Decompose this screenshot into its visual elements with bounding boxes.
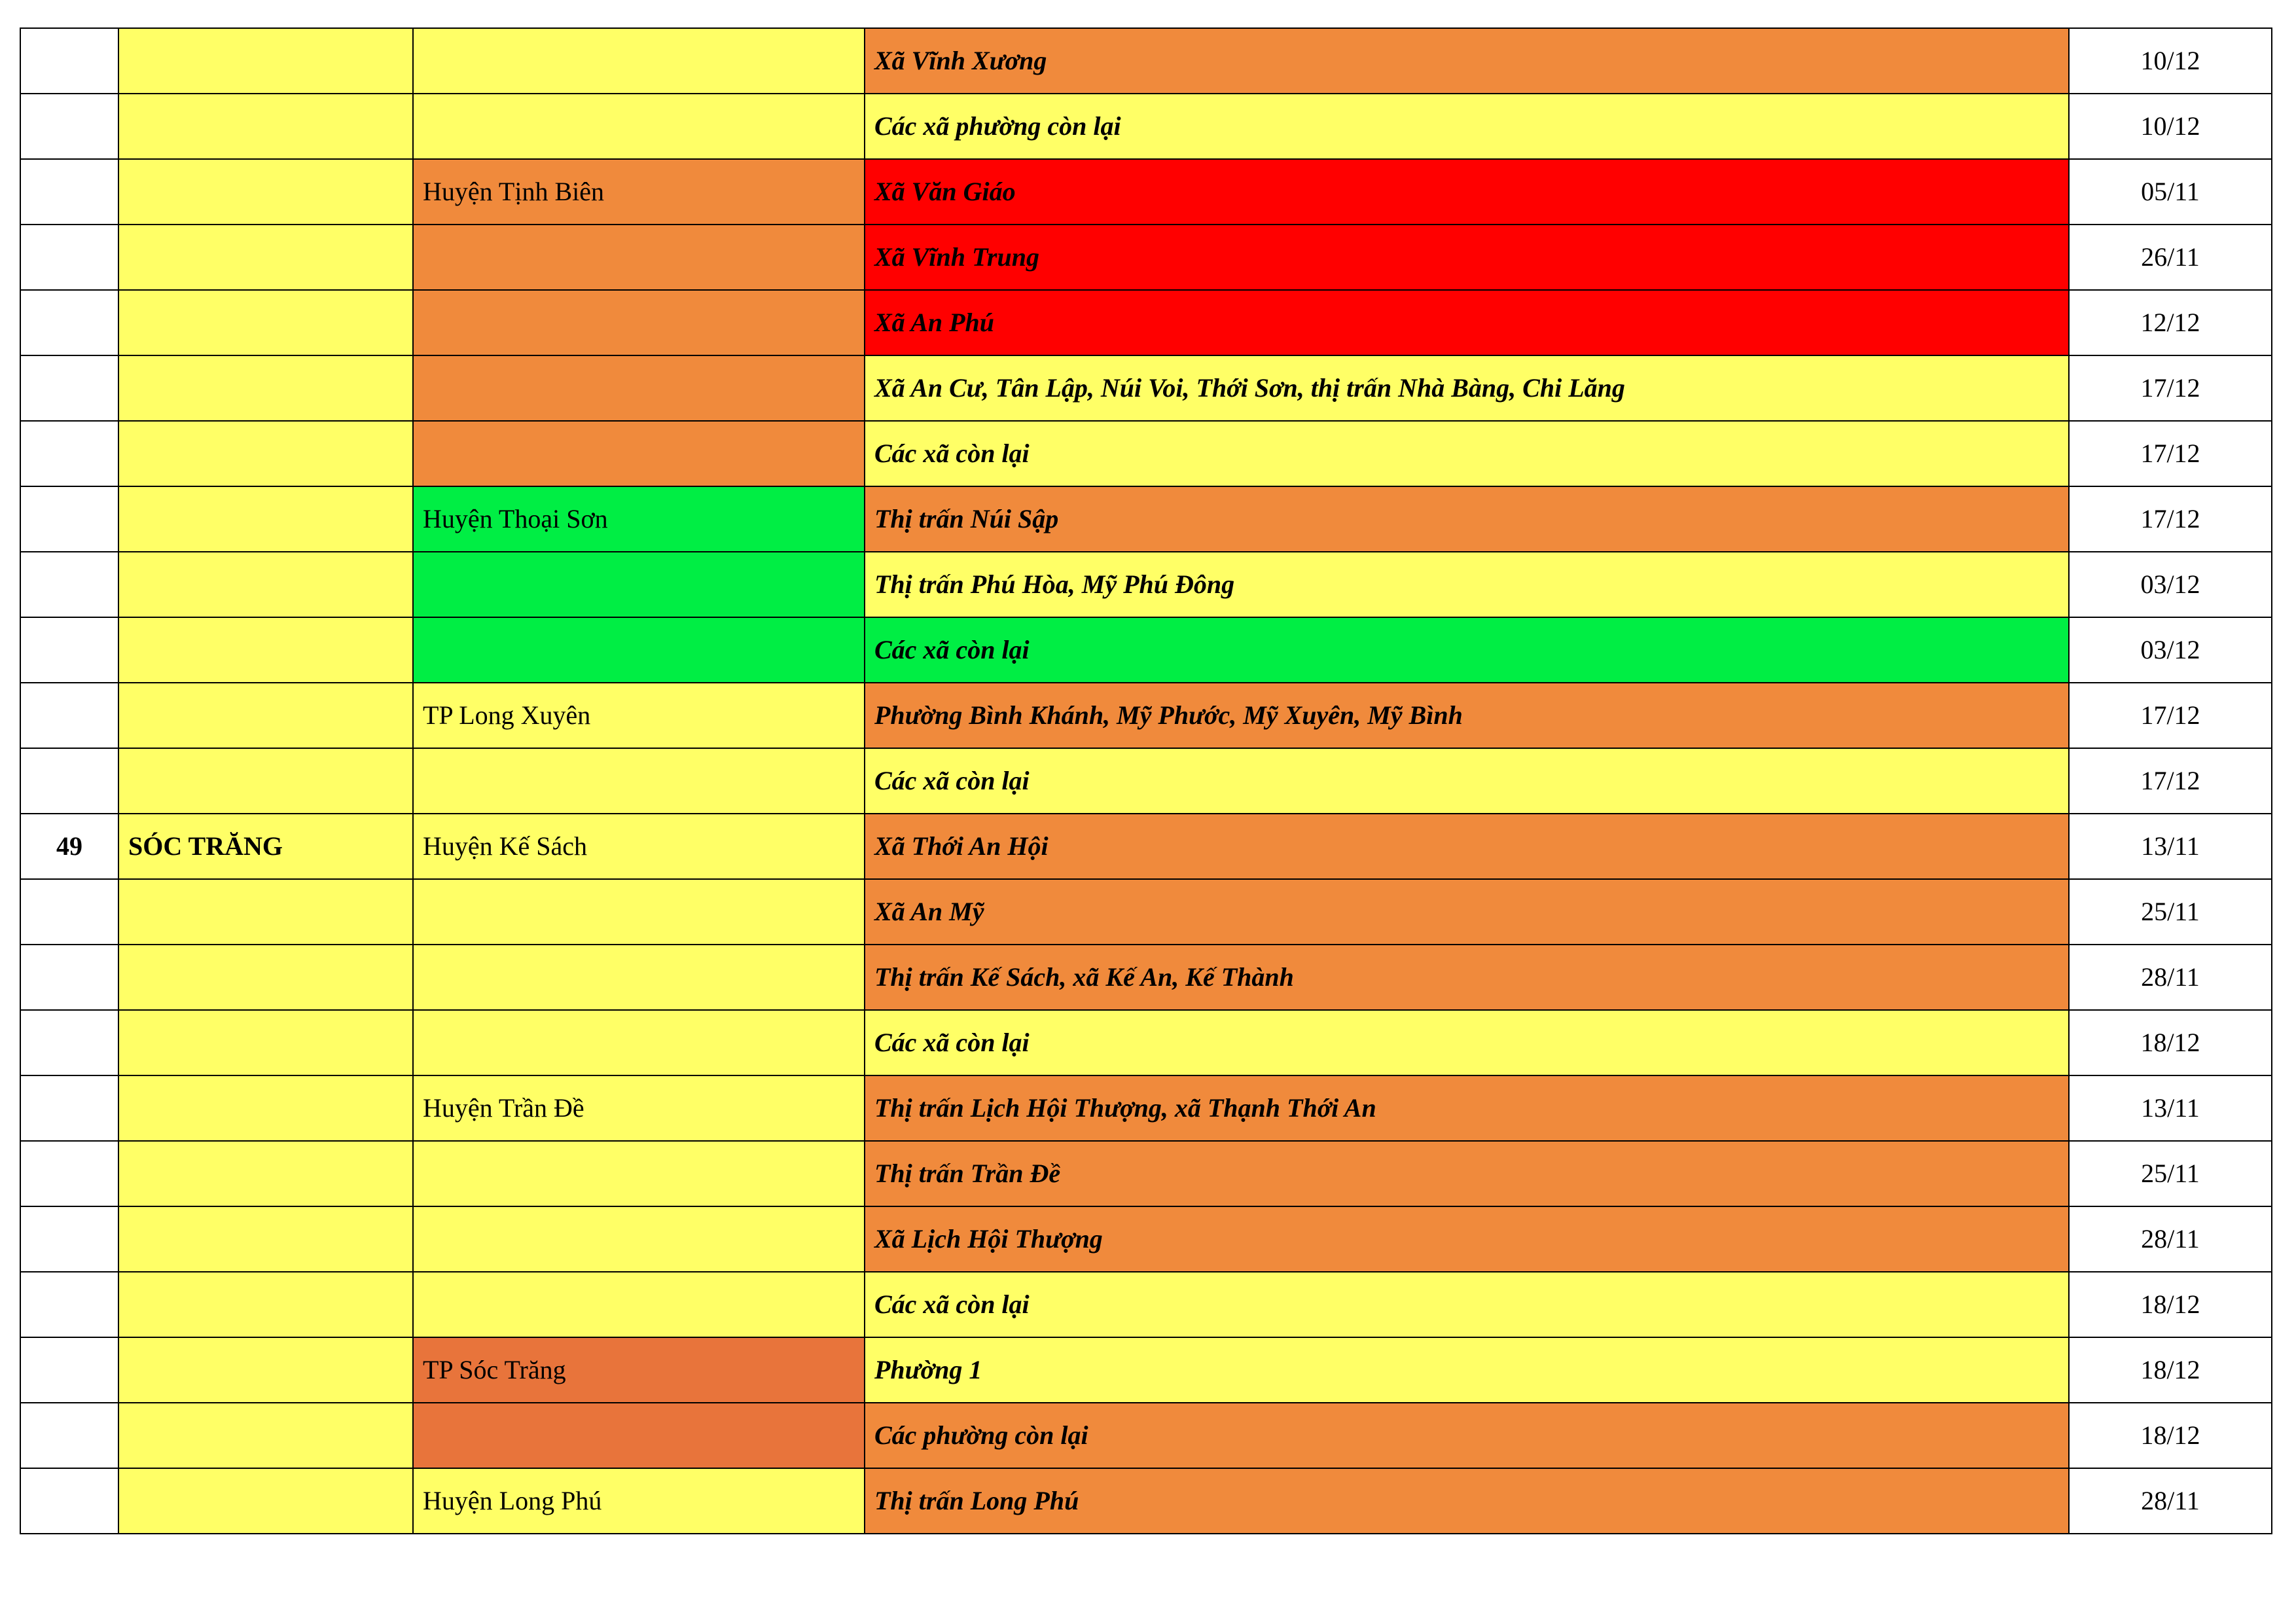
cell-index xyxy=(20,94,118,159)
table-row xyxy=(20,748,2272,814)
cell-index xyxy=(20,1141,118,1206)
cell-date: 10/12 xyxy=(2069,94,2272,159)
cell-district: Huyện Thoại Sơn xyxy=(413,486,865,552)
cell-index xyxy=(20,1075,118,1141)
cell-province xyxy=(118,94,413,159)
cell-ward: Các phường còn lại xyxy=(865,1403,2069,1468)
cell-province xyxy=(118,28,413,94)
cell-province xyxy=(118,421,413,486)
cell-district: Huyện Kế Sách xyxy=(413,814,865,879)
cell-ward: Xã Thới An Hội xyxy=(865,814,2069,879)
cell-index xyxy=(20,421,118,486)
cell-date: 26/11 xyxy=(2069,225,2272,290)
cell-province xyxy=(118,617,413,683)
cell-ward: Các xã còn lại xyxy=(865,617,2069,683)
cell-index xyxy=(20,1468,118,1534)
cell-date: 12/12 xyxy=(2069,290,2272,355)
cell-district xyxy=(413,748,865,814)
cell-ward: Xã An Mỹ xyxy=(865,879,2069,945)
cell-province xyxy=(118,748,413,814)
table-row xyxy=(20,94,2272,159)
cell-index xyxy=(20,1206,118,1272)
cell-date: 17/12 xyxy=(2069,683,2272,748)
cell-ward: Thị trấn Long Phú xyxy=(865,1468,2069,1534)
cell-ward: Thị trấn Trần Đề xyxy=(865,1141,2069,1206)
table-row xyxy=(20,486,2272,552)
cell-index xyxy=(20,1337,118,1403)
cell-province xyxy=(118,1010,413,1075)
table-row xyxy=(20,1403,2272,1468)
cell-district: Huyện Trần Đề xyxy=(413,1075,865,1141)
table-row xyxy=(20,159,2272,225)
cell-province xyxy=(118,355,413,421)
cell-ward: Thị trấn Núi Sập xyxy=(865,486,2069,552)
cell-ward: Các xã còn lại xyxy=(865,1010,2069,1075)
cell-index: 49 xyxy=(20,814,118,879)
cell-province xyxy=(118,486,413,552)
cell-province xyxy=(118,1468,413,1534)
cell-province xyxy=(118,945,413,1010)
cell-date: 18/12 xyxy=(2069,1010,2272,1075)
table-row xyxy=(20,1141,2272,1206)
cell-date: 13/11 xyxy=(2069,1075,2272,1141)
cell-index xyxy=(20,1010,118,1075)
table-row xyxy=(20,1075,2272,1141)
cell-ward: Xã An Cư, Tân Lập, Núi Voi, Thới Sơn, thị trấn Nhà Bàng, Chi Lăng xyxy=(865,355,2069,421)
table-row xyxy=(20,879,2272,945)
cell-district xyxy=(413,879,865,945)
table-row xyxy=(20,355,2272,421)
cell-province xyxy=(118,159,413,225)
cell-ward: Thị trấn Kế Sách, xã Kế An, Kế Thành xyxy=(865,945,2069,1010)
cell-index xyxy=(20,748,118,814)
table-row xyxy=(20,28,2272,94)
cell-ward: Thị trấn Lịch Hội Thượng, xã Thạnh Thới An xyxy=(865,1075,2069,1141)
cell-district xyxy=(413,421,865,486)
cell-index xyxy=(20,945,118,1010)
cell-province xyxy=(118,1403,413,1468)
table-row xyxy=(20,225,2272,290)
table-row xyxy=(20,814,2272,879)
table-row xyxy=(20,1010,2272,1075)
table-row xyxy=(20,945,2272,1010)
risk-level-table xyxy=(20,27,2272,1534)
cell-index xyxy=(20,683,118,748)
cell-district xyxy=(413,1010,865,1075)
cell-date: 05/11 xyxy=(2069,159,2272,225)
cell-province xyxy=(118,552,413,617)
cell-ward: Các xã còn lại xyxy=(865,748,2069,814)
table-row xyxy=(20,683,2272,748)
cell-district: TP Long Xuyên xyxy=(413,683,865,748)
table-row xyxy=(20,1337,2272,1403)
cell-district: TP Sóc Trăng xyxy=(413,1337,865,1403)
cell-date: 18/12 xyxy=(2069,1337,2272,1403)
cell-district xyxy=(413,1206,865,1272)
cell-index xyxy=(20,225,118,290)
cell-ward: Xã Vĩnh Trung xyxy=(865,225,2069,290)
cell-date: 25/11 xyxy=(2069,1141,2272,1206)
cell-ward: Thị trấn Phú Hòa, Mỹ Phú Đông xyxy=(865,552,2069,617)
cell-index xyxy=(20,290,118,355)
cell-province xyxy=(118,1272,413,1337)
cell-date: 17/12 xyxy=(2069,355,2272,421)
cell-date: 03/12 xyxy=(2069,552,2272,617)
table-row xyxy=(20,552,2272,617)
cell-ward: Xã An Phú xyxy=(865,290,2069,355)
cell-date: 18/12 xyxy=(2069,1403,2272,1468)
cell-date: 28/11 xyxy=(2069,945,2272,1010)
cell-province xyxy=(118,1141,413,1206)
cell-index xyxy=(20,1272,118,1337)
table-row xyxy=(20,1272,2272,1337)
table-body xyxy=(20,28,2272,1534)
cell-district xyxy=(413,225,865,290)
cell-index xyxy=(20,28,118,94)
cell-ward: Xã Văn Giáo xyxy=(865,159,2069,225)
cell-index xyxy=(20,355,118,421)
cell-index xyxy=(20,486,118,552)
cell-district xyxy=(413,290,865,355)
cell-date: 13/11 xyxy=(2069,814,2272,879)
cell-province xyxy=(118,1337,413,1403)
cell-index xyxy=(20,1403,118,1468)
cell-district xyxy=(413,94,865,159)
table-row xyxy=(20,1468,2272,1534)
cell-province xyxy=(118,1075,413,1141)
cell-district xyxy=(413,1141,865,1206)
cell-district xyxy=(413,28,865,94)
cell-province xyxy=(118,683,413,748)
cell-ward: Các xã còn lại xyxy=(865,1272,2069,1337)
cell-ward: Xã Lịch Hội Thượng xyxy=(865,1206,2069,1272)
cell-province xyxy=(118,290,413,355)
cell-date: 03/12 xyxy=(2069,617,2272,683)
cell-province xyxy=(118,879,413,945)
cell-ward: Phường Bình Khánh, Mỹ Phước, Mỹ Xuyên, Mỹ Bình xyxy=(865,683,2069,748)
cell-date: 28/11 xyxy=(2069,1206,2272,1272)
cell-district: Huyện Long Phú xyxy=(413,1468,865,1534)
cell-index xyxy=(20,552,118,617)
cell-ward: Các xã còn lại xyxy=(865,421,2069,486)
cell-district xyxy=(413,1403,865,1468)
cell-date: 17/12 xyxy=(2069,421,2272,486)
cell-province xyxy=(118,1206,413,1272)
cell-date: 28/11 xyxy=(2069,1468,2272,1534)
cell-province xyxy=(118,225,413,290)
cell-ward: Phường 1 xyxy=(865,1337,2069,1403)
cell-date: 25/11 xyxy=(2069,879,2272,945)
cell-district xyxy=(413,552,865,617)
cell-district xyxy=(413,1272,865,1337)
cell-district xyxy=(413,617,865,683)
cell-district xyxy=(413,945,865,1010)
cell-province: SÓC TRĂNG xyxy=(118,814,413,879)
table-row xyxy=(20,421,2272,486)
cell-district xyxy=(413,355,865,421)
table-row xyxy=(20,290,2272,355)
cell-district: Huyện Tịnh Biên xyxy=(413,159,865,225)
table-row xyxy=(20,1206,2272,1272)
cell-ward: Xã Vĩnh Xương xyxy=(865,28,2069,94)
cell-date: 17/12 xyxy=(2069,486,2272,552)
cell-index xyxy=(20,159,118,225)
cell-date: 17/12 xyxy=(2069,748,2272,814)
cell-ward: Các xã phường còn lại xyxy=(865,94,2069,159)
cell-index xyxy=(20,617,118,683)
table-row xyxy=(20,617,2272,683)
cell-date: 18/12 xyxy=(2069,1272,2272,1337)
cell-index xyxy=(20,879,118,945)
cell-date: 10/12 xyxy=(2069,28,2272,94)
